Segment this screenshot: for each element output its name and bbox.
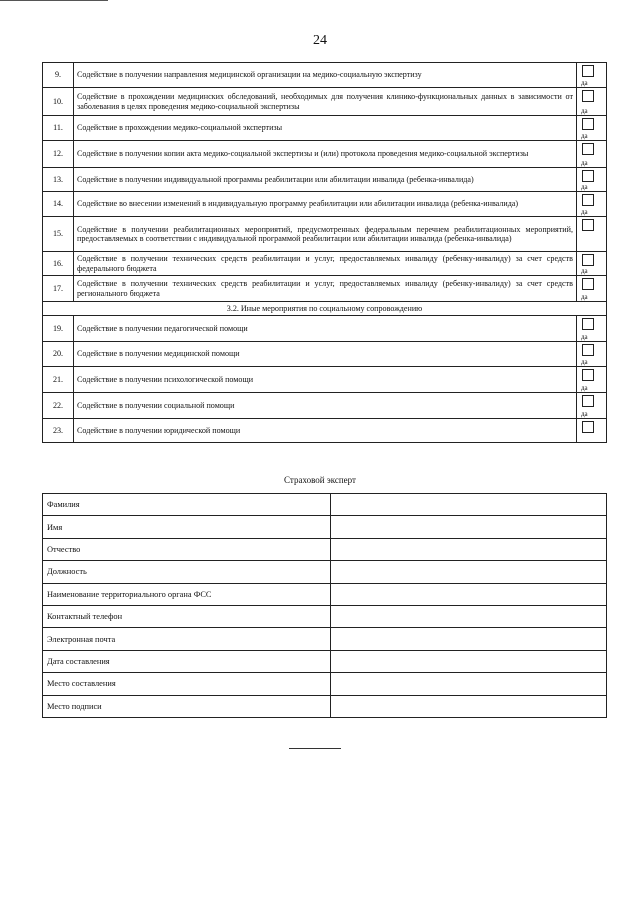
expert-row bbox=[43, 538, 607, 560]
yes-checkbox[interactable] bbox=[582, 278, 594, 290]
yes-label: да bbox=[581, 159, 588, 167]
expert-field-label: Место составления bbox=[43, 673, 331, 695]
yes-checkbox[interactable] bbox=[582, 118, 594, 130]
page-number: 24 bbox=[313, 33, 327, 48]
section-row bbox=[43, 302, 607, 316]
expert-row bbox=[43, 583, 607, 605]
yes-label: да bbox=[581, 267, 588, 275]
expert-table bbox=[42, 493, 607, 718]
yes-checkbox[interactable] bbox=[582, 194, 594, 206]
row-number: 19. bbox=[43, 316, 74, 342]
yes-checkbox[interactable] bbox=[582, 369, 594, 381]
row-number: 22. bbox=[43, 393, 74, 419]
expert-field-value[interactable] bbox=[331, 516, 607, 538]
yes-checkbox[interactable] bbox=[582, 344, 594, 356]
expert-field-label: Отчество bbox=[43, 538, 331, 560]
table-row bbox=[43, 141, 607, 168]
section-title: 3.2. Иные мероприятия по социальному сопровождению bbox=[43, 302, 607, 316]
table-row bbox=[43, 192, 607, 217]
table-row bbox=[43, 88, 607, 116]
row-number: 21. bbox=[43, 367, 74, 393]
row-text: Содействие в прохождении медико-социальной экспертизы bbox=[74, 116, 577, 141]
row-number: 14. bbox=[43, 192, 74, 217]
row-text: Содействие в получении медицинской помощи bbox=[74, 342, 577, 367]
table-row bbox=[43, 116, 607, 141]
expert-field-label: Имя bbox=[43, 516, 331, 538]
yes-label: да bbox=[581, 333, 588, 341]
yes-cell bbox=[577, 419, 607, 443]
yes-cell bbox=[577, 192, 607, 217]
row-text: Содействие в получении социальной помощи bbox=[74, 393, 577, 419]
expert-field-value[interactable] bbox=[331, 673, 607, 695]
row-text: Содействие в получении копии акта медико-социальной экспертизы и (или) протокола проведения медико-социальной экспертизы bbox=[74, 141, 577, 168]
yes-cell bbox=[577, 367, 607, 393]
row-number: 15. bbox=[43, 217, 74, 252]
row-number: 10. bbox=[43, 88, 74, 116]
yes-cell bbox=[577, 141, 607, 168]
yes-label: да bbox=[581, 384, 588, 392]
yes-checkbox[interactable] bbox=[582, 170, 594, 182]
yes-checkbox[interactable] bbox=[582, 65, 594, 77]
expert-field-label: Контактный телефон bbox=[43, 605, 331, 627]
yes-cell bbox=[577, 217, 607, 252]
row-text: Содействие во внесении изменений в индивидуальную программу реабилитации или абилитации инвалида (ребенка-инвалида) bbox=[74, 192, 577, 217]
expert-row bbox=[43, 494, 607, 516]
table-row bbox=[43, 276, 607, 302]
table-row bbox=[43, 63, 607, 88]
expert-field-value[interactable] bbox=[331, 628, 607, 650]
row-number: 16. bbox=[43, 252, 74, 276]
expert-field-value[interactable] bbox=[331, 561, 607, 583]
expert-field-label: Должность bbox=[43, 561, 331, 583]
expert-row bbox=[43, 605, 607, 627]
yes-cell bbox=[577, 342, 607, 367]
expert-field-value[interactable] bbox=[331, 650, 607, 672]
expert-row bbox=[43, 650, 607, 672]
table-row bbox=[43, 168, 607, 192]
yes-checkbox[interactable] bbox=[582, 395, 594, 407]
expert-field-value[interactable] bbox=[331, 605, 607, 627]
yes-cell bbox=[577, 393, 607, 419]
row-number: 17. bbox=[43, 276, 74, 302]
expert-field-value[interactable] bbox=[331, 695, 607, 717]
expert-row bbox=[43, 561, 607, 583]
yes-cell bbox=[577, 168, 607, 192]
yes-cell bbox=[577, 316, 607, 342]
expert-row bbox=[43, 673, 607, 695]
row-number: 13. bbox=[43, 168, 74, 192]
row-text: Содействие в получении направления медицинской организации на медико-социальную экспертизу bbox=[74, 63, 577, 88]
row-text: Содействие в получении индивидуальной программы реабилитации или абилитации инвалида (ребенка-инвалида) bbox=[74, 168, 577, 192]
table-row bbox=[43, 316, 607, 342]
table-row bbox=[43, 367, 607, 393]
expert-title: Страховой эксперт bbox=[284, 475, 356, 485]
table-row bbox=[43, 217, 607, 252]
row-text: Содействие в получении реабилитационных мероприятий, предусмотренных федеральным перечнем реабилитационных мероприятий, предоставляемых в соответствии с индивидуальной программой реабилитации или абилитации инвалида (ребенка-инвалида) bbox=[74, 217, 577, 252]
services-table bbox=[42, 62, 607, 443]
expert-field-label: Дата составления bbox=[43, 650, 331, 672]
table-row bbox=[43, 419, 607, 443]
expert-field-value[interactable] bbox=[331, 583, 607, 605]
yes-label: да bbox=[581, 79, 588, 87]
yes-label: да bbox=[581, 358, 588, 366]
expert-row bbox=[43, 516, 607, 538]
yes-cell bbox=[577, 276, 607, 302]
table-row bbox=[43, 252, 607, 276]
yes-label: да bbox=[581, 132, 588, 140]
yes-checkbox[interactable] bbox=[582, 318, 594, 330]
row-text: Содействие в получении технических средств реабилитации и услуг, предоставляемых инвалиду (ребенку-инвалиду) за счет средств регионального бюджета bbox=[74, 276, 577, 302]
yes-cell bbox=[577, 252, 607, 276]
yes-checkbox[interactable] bbox=[582, 143, 594, 155]
yes-cell bbox=[577, 63, 607, 88]
expert-field-label: Электронная почта bbox=[43, 628, 331, 650]
yes-checkbox[interactable] bbox=[582, 90, 594, 102]
row-number: 9. bbox=[43, 63, 74, 88]
yes-label: да bbox=[581, 107, 588, 115]
table-row bbox=[43, 393, 607, 419]
yes-cell bbox=[577, 116, 607, 141]
row-text: Содействие в получении юридической помощи bbox=[74, 419, 577, 443]
row-text: Содействие в прохождении медицинских обследований, необходимых для получения клинико-функциональных данных в зависимости от заболевания в целях проведения медико-социальной экспертизы bbox=[74, 88, 577, 116]
bottom-rule bbox=[289, 748, 341, 749]
yes-cell bbox=[577, 88, 607, 116]
row-number: 20. bbox=[43, 342, 74, 367]
top-rule bbox=[0, 0, 108, 1]
expert-field-label: Фамилия bbox=[43, 494, 331, 516]
expert-field-label: Наименование территориального органа ФСС bbox=[43, 583, 331, 605]
table-row bbox=[43, 342, 607, 367]
yes-label: да bbox=[581, 293, 588, 301]
row-number: 12. bbox=[43, 141, 74, 168]
expert-row bbox=[43, 695, 607, 717]
row-number: 23. bbox=[43, 419, 74, 443]
row-number: 11. bbox=[43, 116, 74, 141]
expert-field-value[interactable] bbox=[331, 538, 607, 560]
row-text: Содействие в получении педагогической помощи bbox=[74, 316, 577, 342]
expert-row bbox=[43, 628, 607, 650]
yes-label: да bbox=[581, 410, 588, 418]
yes-label: да bbox=[581, 208, 588, 216]
yes-label: да bbox=[581, 183, 588, 191]
expert-field-value[interactable] bbox=[331, 494, 607, 516]
yes-checkbox[interactable] bbox=[582, 421, 594, 433]
yes-checkbox[interactable] bbox=[582, 219, 594, 231]
row-text: Содействие в получении психологической помощи bbox=[74, 367, 577, 393]
row-text: Содействие в получении технических средств реабилитации и услуг, предоставляемых инвалиду (ребенку-инвалиду) за счет средств федерального бюджета bbox=[74, 252, 577, 276]
expert-field-label: Место подписи bbox=[43, 695, 331, 717]
yes-checkbox[interactable] bbox=[582, 254, 594, 266]
